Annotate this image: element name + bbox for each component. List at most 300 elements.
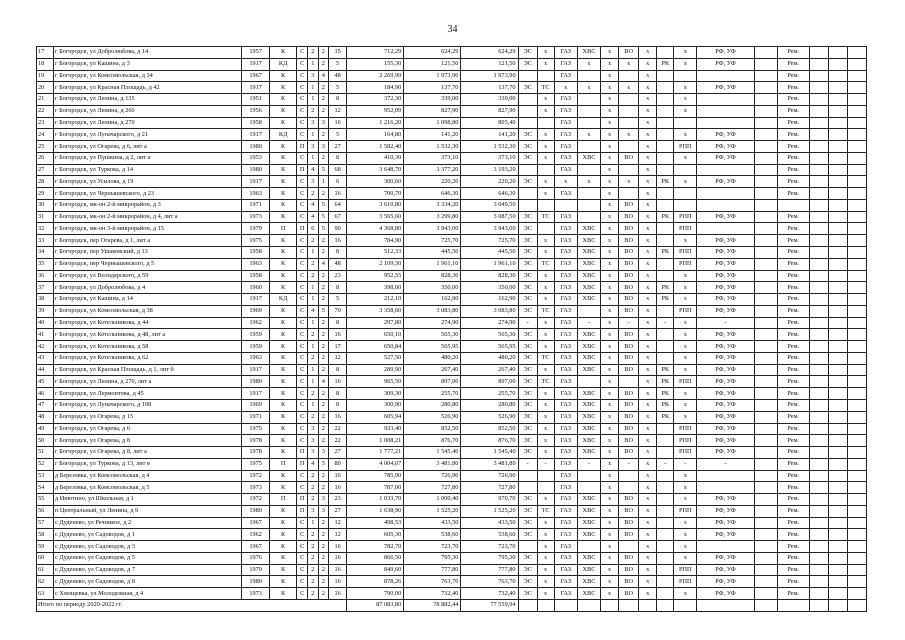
- table-cell: 2: [307, 494, 318, 506]
- table-cell: ХВС: [577, 47, 600, 59]
- table-cell: ГАЗ: [554, 541, 577, 553]
- table-cell: х: [601, 388, 619, 400]
- table-cell: -: [577, 317, 600, 329]
- table-cell: Рем.: [777, 141, 809, 153]
- table-cell: [828, 399, 847, 411]
- table-cell: [674, 188, 697, 200]
- table-row: [37, 235, 867, 247]
- table-cell: [518, 117, 537, 129]
- table-row: [37, 352, 867, 364]
- address-cell: г Богородск, пер Чернышевского, д 5: [53, 258, 241, 270]
- table-row: [37, 58, 867, 70]
- table-cell: [518, 188, 537, 200]
- table-cell: [754, 199, 777, 211]
- table-cell: 723,70: [404, 541, 461, 553]
- table-cell: С: [297, 235, 308, 247]
- table-cell: 27: [329, 141, 347, 153]
- table-cell: 1917: [242, 364, 270, 376]
- table-cell: х: [674, 82, 697, 94]
- table-cell: [657, 117, 674, 129]
- table-cell: Рем.: [777, 47, 809, 59]
- table-cell: 526,90: [404, 411, 461, 423]
- table-cell: х: [601, 176, 619, 188]
- table-cell: [754, 364, 777, 376]
- table-cell: х: [639, 141, 657, 153]
- table-cell: 1 008,21: [347, 435, 404, 447]
- table-cell: [809, 141, 828, 153]
- table-cell: 2: [318, 341, 329, 353]
- table-cell: С: [297, 282, 308, 294]
- table-cell: Рем.: [777, 105, 809, 117]
- table-cell: [577, 70, 600, 82]
- table-cell: [754, 258, 777, 270]
- table-cell: ЭС: [518, 517, 537, 529]
- table-cell: 1971: [242, 411, 270, 423]
- table-cell: К: [269, 270, 297, 282]
- address-cell: г Богородск, ул Туркова, д 13, лит в: [53, 458, 241, 470]
- row-number-cell: 32: [37, 223, 54, 235]
- table-cell: [847, 152, 866, 164]
- table-cell: [754, 435, 777, 447]
- table-cell: [847, 341, 866, 353]
- table-cell: [754, 305, 777, 317]
- table-cell: [518, 199, 537, 211]
- table-cell: х: [601, 341, 619, 353]
- row-number-cell: 49: [37, 423, 54, 435]
- table-cell: ХВС: [577, 388, 600, 400]
- table-cell: -: [518, 458, 537, 470]
- table-cell: К: [269, 282, 297, 294]
- table-cell: 646,30: [461, 188, 518, 200]
- address-cell: г Богородск, ул Ленина, д 270, лит а: [53, 376, 241, 388]
- table-cell: 952,09: [347, 105, 404, 117]
- table-cell: [828, 47, 847, 59]
- table-cell: х: [601, 82, 619, 94]
- table-cell: 2: [318, 470, 329, 482]
- table-cell: ГАЗ: [554, 564, 577, 576]
- table-cell: 12: [329, 517, 347, 529]
- table-cell: [657, 164, 674, 176]
- table-cell: х: [601, 247, 619, 259]
- table-cell: П: [297, 447, 308, 459]
- table-cell: Рем.: [777, 282, 809, 294]
- table-cell: К: [269, 341, 297, 353]
- table-cell: 280,80: [461, 399, 518, 411]
- table-cell: х: [537, 329, 554, 341]
- table-cell: К: [269, 70, 297, 82]
- table-cell: 2: [307, 188, 318, 200]
- table-cell: [847, 588, 866, 600]
- address-cell: г Богородск, ул Ленина, д 270: [53, 117, 241, 129]
- table-cell: С: [297, 388, 308, 400]
- table-cell: 80: [329, 458, 347, 470]
- housing-table: [36, 46, 867, 612]
- table-row: [37, 70, 867, 82]
- table-cell: 2 269,99: [347, 70, 404, 82]
- table-cell: 852,50: [404, 423, 461, 435]
- table-cell: х: [639, 235, 657, 247]
- table-cell: [577, 105, 600, 117]
- table-cell: [809, 588, 828, 600]
- table-cell: х: [537, 364, 554, 376]
- table-cell: [537, 199, 554, 211]
- table-cell: [619, 188, 639, 200]
- table-cell: х: [554, 176, 577, 188]
- empty-cell: [537, 599, 554, 611]
- address-cell: г Богородск, ул Огарева, д 15: [53, 411, 241, 423]
- table-cell: 5: [318, 211, 329, 223]
- table-cell: РФ, УФ: [697, 211, 754, 223]
- row-number-cell: 26: [37, 152, 54, 164]
- table-cell: 3: [318, 447, 329, 459]
- address-cell: г Богородск, пер Огарева, д 1, лит а: [53, 235, 241, 247]
- table-cell: 1 532,30: [404, 141, 461, 153]
- table-cell: 23: [329, 494, 347, 506]
- table-cell: х: [537, 94, 554, 106]
- table-cell: 1967: [242, 70, 270, 82]
- table-cell: 970,70: [461, 494, 518, 506]
- table-cell: 64: [329, 199, 347, 211]
- table-cell: х: [537, 152, 554, 164]
- address-cell: г Богородск, мк-он 3-й микрорайон, д 15: [53, 223, 241, 235]
- table-cell: ХВС: [577, 294, 600, 306]
- table-cell: 1 545,40: [461, 447, 518, 459]
- table-cell: х: [639, 211, 657, 223]
- table-cell: 4: [307, 458, 318, 470]
- table-cell: -: [619, 317, 639, 329]
- table-cell: ВО: [619, 423, 639, 435]
- table-cell: 267,40: [404, 364, 461, 376]
- table-cell: х: [601, 152, 619, 164]
- table-cell: [754, 235, 777, 247]
- table-cell: [809, 199, 828, 211]
- table-row: [37, 317, 867, 329]
- table-cell: С: [297, 117, 308, 129]
- table-cell: 255,70: [404, 388, 461, 400]
- table-cell: РФ, УФ: [697, 305, 754, 317]
- table-cell: 2: [318, 588, 329, 600]
- table-cell: [619, 541, 639, 553]
- table-cell: 827,90: [461, 105, 518, 117]
- table-cell: 350,00: [404, 282, 461, 294]
- table-cell: [537, 70, 554, 82]
- table-row: [37, 552, 867, 564]
- table-cell: ГАЗ: [554, 388, 577, 400]
- table-cell: 1: [307, 247, 318, 259]
- table-cell: х: [601, 423, 619, 435]
- table-cell: 2 109,30: [347, 258, 404, 270]
- table-cell: [809, 388, 828, 400]
- table-cell: 16: [329, 482, 347, 494]
- table-cell: [754, 117, 777, 129]
- table-cell: 4: [307, 164, 318, 176]
- table-cell: 480,20: [404, 352, 461, 364]
- table-cell: 3: [307, 117, 318, 129]
- table-cell: С: [297, 364, 308, 376]
- table-cell: [697, 482, 754, 494]
- table-cell: х: [674, 364, 697, 376]
- table-cell: 4 368,80: [347, 223, 404, 235]
- table-cell: ЭС: [518, 564, 537, 576]
- table-cell: 1 545,40: [404, 447, 461, 459]
- table-cell: РФ, УФ: [697, 58, 754, 70]
- table-cell: [828, 376, 847, 388]
- table-cell: С: [297, 294, 308, 306]
- table-cell: 2: [318, 317, 329, 329]
- table-cell: [754, 494, 777, 506]
- table-cell: х: [601, 141, 619, 153]
- table-cell: ЭС: [518, 411, 537, 423]
- table-cell: Рем.: [777, 258, 809, 270]
- table-cell: К: [269, 423, 297, 435]
- table-cell: [828, 141, 847, 153]
- table-cell: 22: [329, 435, 347, 447]
- table-cell: РФ, УФ: [697, 270, 754, 282]
- table-cell: 3 565,60: [347, 211, 404, 223]
- table-cell: 5: [318, 164, 329, 176]
- table-cell: [847, 411, 866, 423]
- table-cell: 726,90: [461, 470, 518, 482]
- table-cell: 782,70: [347, 541, 404, 553]
- table-cell: Рем.: [777, 576, 809, 588]
- table-cell: 1: [307, 282, 318, 294]
- table-cell: Рем.: [777, 58, 809, 70]
- table-cell: 498,53: [347, 517, 404, 529]
- table-row: [37, 517, 867, 529]
- table-cell: [847, 541, 866, 553]
- table-cell: [809, 329, 828, 341]
- row-number-cell: 37: [37, 282, 54, 294]
- table-cell: [537, 482, 554, 494]
- table-cell: 48: [329, 70, 347, 82]
- table-cell: х: [601, 458, 619, 470]
- table-cell: [828, 564, 847, 576]
- table-cell: К: [269, 317, 297, 329]
- table-cell: х: [537, 188, 554, 200]
- table-cell: х: [537, 552, 554, 564]
- table-cell: 2: [318, 329, 329, 341]
- table-cell: [809, 482, 828, 494]
- table-cell: 827,90: [404, 105, 461, 117]
- table-cell: 1: [307, 294, 318, 306]
- table-cell: х: [601, 576, 619, 588]
- table-cell: 952,55: [347, 270, 404, 282]
- empty-cell: [754, 599, 777, 611]
- table-cell: [754, 270, 777, 282]
- table-cell: 1: [307, 376, 318, 388]
- table-cell: 184,90: [347, 82, 404, 94]
- table-cell: х: [674, 47, 697, 59]
- table-cell: К: [269, 329, 297, 341]
- row-number-cell: 21: [37, 94, 54, 106]
- table-cell: РФ, УФ: [697, 564, 754, 576]
- table-cell: 1 000,40: [404, 494, 461, 506]
- table-cell: [828, 176, 847, 188]
- table-cell: х: [601, 552, 619, 564]
- table-cell: С: [297, 541, 308, 553]
- table-cell: ГАЗ: [554, 129, 577, 141]
- table-cell: 8: [329, 94, 347, 106]
- table-cell: -: [577, 458, 600, 470]
- empty-cell: [777, 599, 809, 611]
- table-cell: 2: [307, 529, 318, 541]
- table-cell: ВО: [619, 199, 639, 211]
- table-row: [37, 505, 867, 517]
- table-cell: 4: [318, 70, 329, 82]
- row-number-cell: 45: [37, 376, 54, 388]
- table-cell: РФ, УФ: [697, 82, 754, 94]
- table-cell: 4: [318, 258, 329, 270]
- table-cell: Рем.: [777, 552, 809, 564]
- table-cell: х: [554, 82, 577, 94]
- table-cell: ГАЗ: [554, 399, 577, 411]
- table-cell: [828, 294, 847, 306]
- table-cell: 3 481,80: [461, 458, 518, 470]
- table-cell: х: [577, 176, 600, 188]
- table-cell: 2: [318, 482, 329, 494]
- table-cell: 1: [307, 317, 318, 329]
- table-cell: [809, 494, 828, 506]
- address-cell: г Богородск, ул Котельникова, д 44: [53, 317, 241, 329]
- table-cell: К: [269, 517, 297, 529]
- table-row: [37, 447, 867, 459]
- table-cell: ЭС: [518, 494, 537, 506]
- table-cell: ВО: [619, 341, 639, 353]
- table-cell: [577, 117, 600, 129]
- table-cell: С: [297, 564, 308, 576]
- table-cell: [754, 517, 777, 529]
- table-cell: [809, 541, 828, 553]
- table-cell: Рем.: [777, 388, 809, 400]
- table-cell: ВО: [619, 223, 639, 235]
- table-cell: 137,70: [404, 82, 461, 94]
- table-cell: ЭС: [518, 505, 537, 517]
- table-cell: 433,50: [404, 517, 461, 529]
- table-cell: 1958: [242, 247, 270, 259]
- table-cell: ЭС: [518, 58, 537, 70]
- table-cell: [828, 305, 847, 317]
- table-cell: Рем.: [777, 188, 809, 200]
- table-cell: С: [297, 188, 308, 200]
- table-cell: ГАЗ: [554, 505, 577, 517]
- table-cell: С: [297, 411, 308, 423]
- row-number-cell: 47: [37, 399, 54, 411]
- row-number-cell: 51: [37, 447, 54, 459]
- table-cell: К: [269, 305, 297, 317]
- table-cell: [809, 211, 828, 223]
- table-cell: ТС: [537, 505, 554, 517]
- table-cell: 2: [307, 105, 318, 117]
- table-cell: 1979: [242, 223, 270, 235]
- row-number-cell: 60: [37, 552, 54, 564]
- table-cell: Рем.: [777, 176, 809, 188]
- table-cell: 1917: [242, 82, 270, 94]
- row-number-cell: 58: [37, 529, 54, 541]
- table-cell: 3: [318, 141, 329, 153]
- table-cell: х: [537, 576, 554, 588]
- table-cell: РК: [657, 211, 674, 223]
- table-row: [37, 258, 867, 270]
- table-cell: 5: [318, 458, 329, 470]
- table-cell: х: [674, 482, 697, 494]
- address-cell: г Богородск, ул Комсомольская, д 38: [53, 305, 241, 317]
- table-cell: 1969: [242, 399, 270, 411]
- table-cell: [809, 258, 828, 270]
- table-cell: х: [537, 270, 554, 282]
- table-cell: 2: [318, 247, 329, 259]
- address-cell: г Богородск, ул Кашина, д 14: [53, 294, 241, 306]
- table-row: [37, 247, 867, 259]
- table-cell: 1917: [242, 129, 270, 141]
- table-cell: С: [297, 94, 308, 106]
- table-cell: 16: [329, 588, 347, 600]
- table-cell: ВО: [619, 270, 639, 282]
- table-cell: 787,00: [347, 482, 404, 494]
- table-cell: 3: [307, 423, 318, 435]
- table-cell: ЭС: [518, 211, 537, 223]
- table-cell: РПП: [674, 376, 697, 388]
- table-cell: ВО: [619, 329, 639, 341]
- table-cell: ГАЗ: [554, 364, 577, 376]
- table-cell: [777, 199, 809, 211]
- table-cell: 16: [329, 576, 347, 588]
- table-cell: х: [674, 411, 697, 423]
- table-cell: К: [269, 411, 297, 423]
- table-cell: [828, 82, 847, 94]
- table-cell: С: [297, 576, 308, 588]
- table-cell: [754, 152, 777, 164]
- table-row: [37, 82, 867, 94]
- table-cell: 373,10: [404, 152, 461, 164]
- table-cell: [754, 82, 777, 94]
- table-cell: [754, 588, 777, 600]
- table-cell: [809, 470, 828, 482]
- table-cell: [619, 70, 639, 82]
- empty-cell: [674, 599, 697, 611]
- table-cell: ЭС: [518, 364, 537, 376]
- table-cell: 274,90: [404, 317, 461, 329]
- table-cell: 1 638,90: [347, 505, 404, 517]
- table-cell: С: [297, 305, 308, 317]
- table-cell: х: [601, 564, 619, 576]
- table-cell: Рем.: [777, 94, 809, 106]
- table-cell: ХВС: [577, 517, 600, 529]
- table-cell: [754, 282, 777, 294]
- table-cell: П: [297, 164, 308, 176]
- table-cell: х: [639, 423, 657, 435]
- table-cell: С: [297, 58, 308, 70]
- table-cell: ЭС: [518, 223, 537, 235]
- table-cell: ХВС: [577, 494, 600, 506]
- table-cell: 12: [329, 105, 347, 117]
- table-cell: [847, 470, 866, 482]
- table-cell: 137,70: [461, 82, 518, 94]
- table-cell: 727,80: [461, 482, 518, 494]
- table-cell: С: [297, 341, 308, 353]
- table-cell: 6: [307, 223, 318, 235]
- table-cell: [754, 541, 777, 553]
- address-cell: г Богородск, ул Ленина, д 135: [53, 94, 241, 106]
- table-row: [37, 399, 867, 411]
- table-cell: 2: [318, 270, 329, 282]
- table-cell: ГАЗ: [554, 317, 577, 329]
- table-cell: [828, 129, 847, 141]
- table-cell: [754, 552, 777, 564]
- address-cell: г Богородск, ул Огарева, д 6: [53, 423, 241, 435]
- row-number-cell: 17: [37, 47, 54, 59]
- table-cell: 1917: [242, 176, 270, 188]
- address-cell: г Богородск, ул Красная Площадь, д 42: [53, 82, 241, 94]
